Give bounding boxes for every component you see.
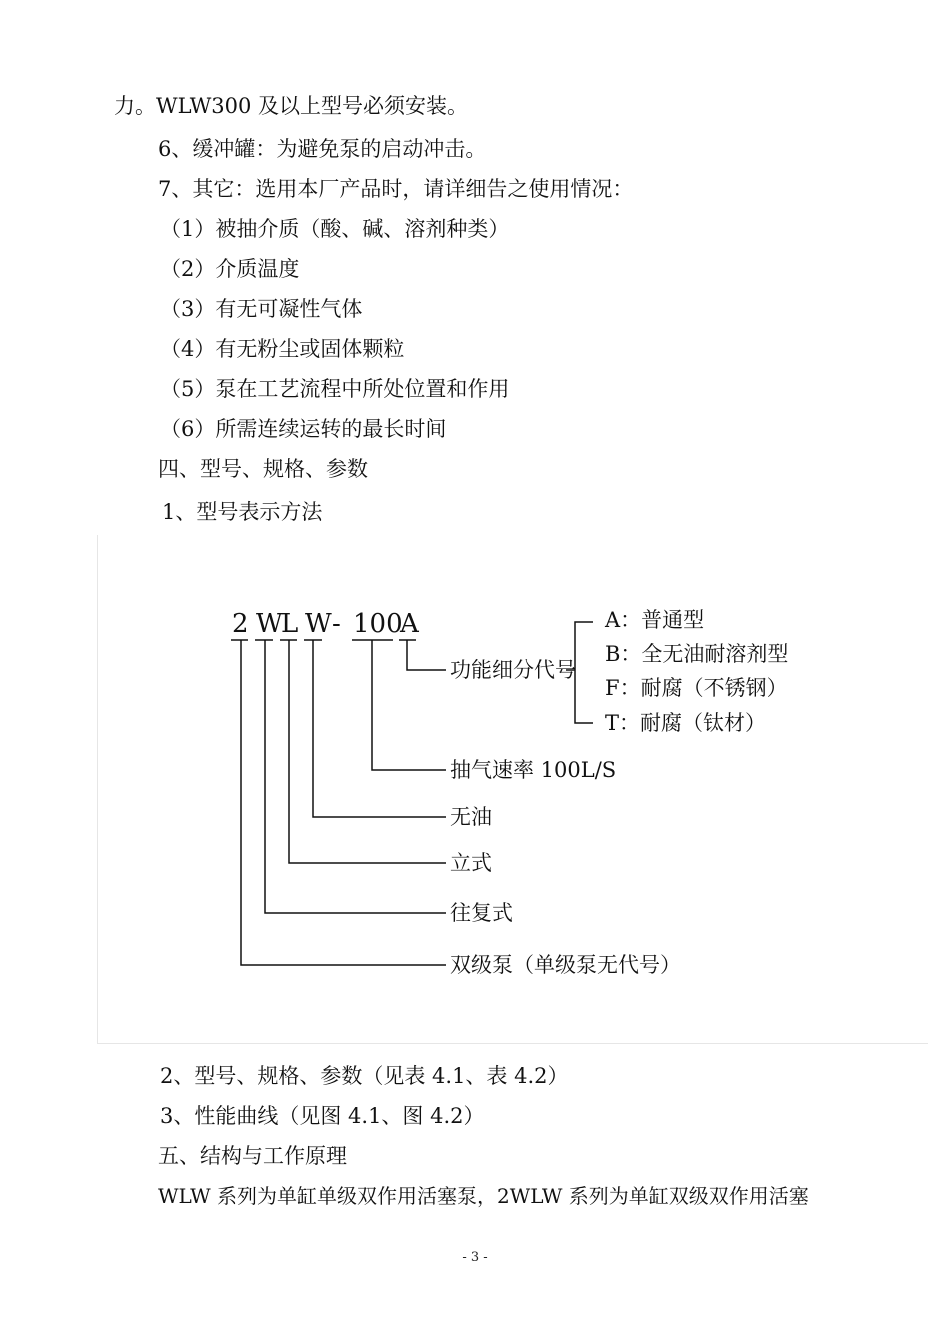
- option-t: T：耐腐（钛材）: [605, 711, 767, 735]
- code-char-w2: W: [305, 609, 332, 639]
- options-bracket: [575, 622, 593, 723]
- leader-speed: [372, 640, 446, 770]
- label-pumping-speed: 抽气速率 100L/S: [450, 758, 617, 782]
- paragraph-other: 7、其它：选用本厂产品时，请详细告之使用情况：: [158, 177, 634, 201]
- label-oil-free: 无油: [450, 805, 492, 829]
- code-char-100: 100: [353, 609, 403, 639]
- list-item-condensable-gas: （3）有无可凝性气体: [160, 297, 363, 321]
- leader-function: [407, 640, 446, 670]
- code-char-l: L: [281, 609, 299, 639]
- paragraph-model-spec: 2、型号、规格、参数（见表 4.1、表 4.2）: [160, 1064, 569, 1088]
- paragraph-structure: WLW 系列为单缸单级双作用活塞泵，2WLW 系列为单缸双级双作用活塞: [158, 1184, 809, 1208]
- list-item-temperature: （2）介质温度: [160, 257, 300, 281]
- leader-reciprocating: [265, 640, 446, 913]
- label-reciprocating: 往复式: [450, 901, 513, 925]
- list-item-position: （5）泵在工艺流程中所处位置和作用: [160, 377, 510, 401]
- list-item-dust: （4）有无粉尘或固体颗粒: [160, 337, 405, 361]
- option-f: F：耐腐（不锈钢）: [605, 676, 788, 700]
- code-char-w1: W: [256, 609, 283, 639]
- option-b: B：全无油耐溶剂型: [605, 642, 789, 666]
- list-item-medium: （1）被抽介质（酸、碱、溶剂种类）: [160, 217, 510, 241]
- leader-oil-free: [313, 640, 446, 817]
- code-char-2: 2: [232, 609, 249, 639]
- code-char-a: A: [400, 609, 419, 639]
- paragraph-performance-curve: 3、性能曲线（见图 4.1、图 4.2）: [160, 1104, 485, 1128]
- list-item-runtime: （6）所需连续运转的最长时间: [160, 417, 447, 441]
- label-two-stage: 双级泵（单级泵无代号）: [450, 953, 681, 977]
- label-vertical: 立式: [450, 851, 492, 875]
- label-function-code: 功能细分代号: [450, 658, 576, 682]
- leader-two-stage: [241, 640, 446, 965]
- section-heading-4: 四、型号、规格、参数: [158, 457, 368, 481]
- page-number: - 3 -: [462, 1250, 488, 1265]
- code-char-dash: -: [332, 609, 341, 639]
- subheading-model-notation: 1、型号表示方法: [162, 500, 323, 524]
- paragraph-buffer-tank: 6、缓冲罐：为避免泵的启动冲击。: [158, 137, 487, 161]
- option-a: A：普通型: [605, 608, 705, 632]
- paragraph-wlw300-install: 力。WLW300 及以上型号必须安装。: [114, 94, 469, 118]
- section-heading-5: 五、结构与工作原理: [158, 1144, 347, 1168]
